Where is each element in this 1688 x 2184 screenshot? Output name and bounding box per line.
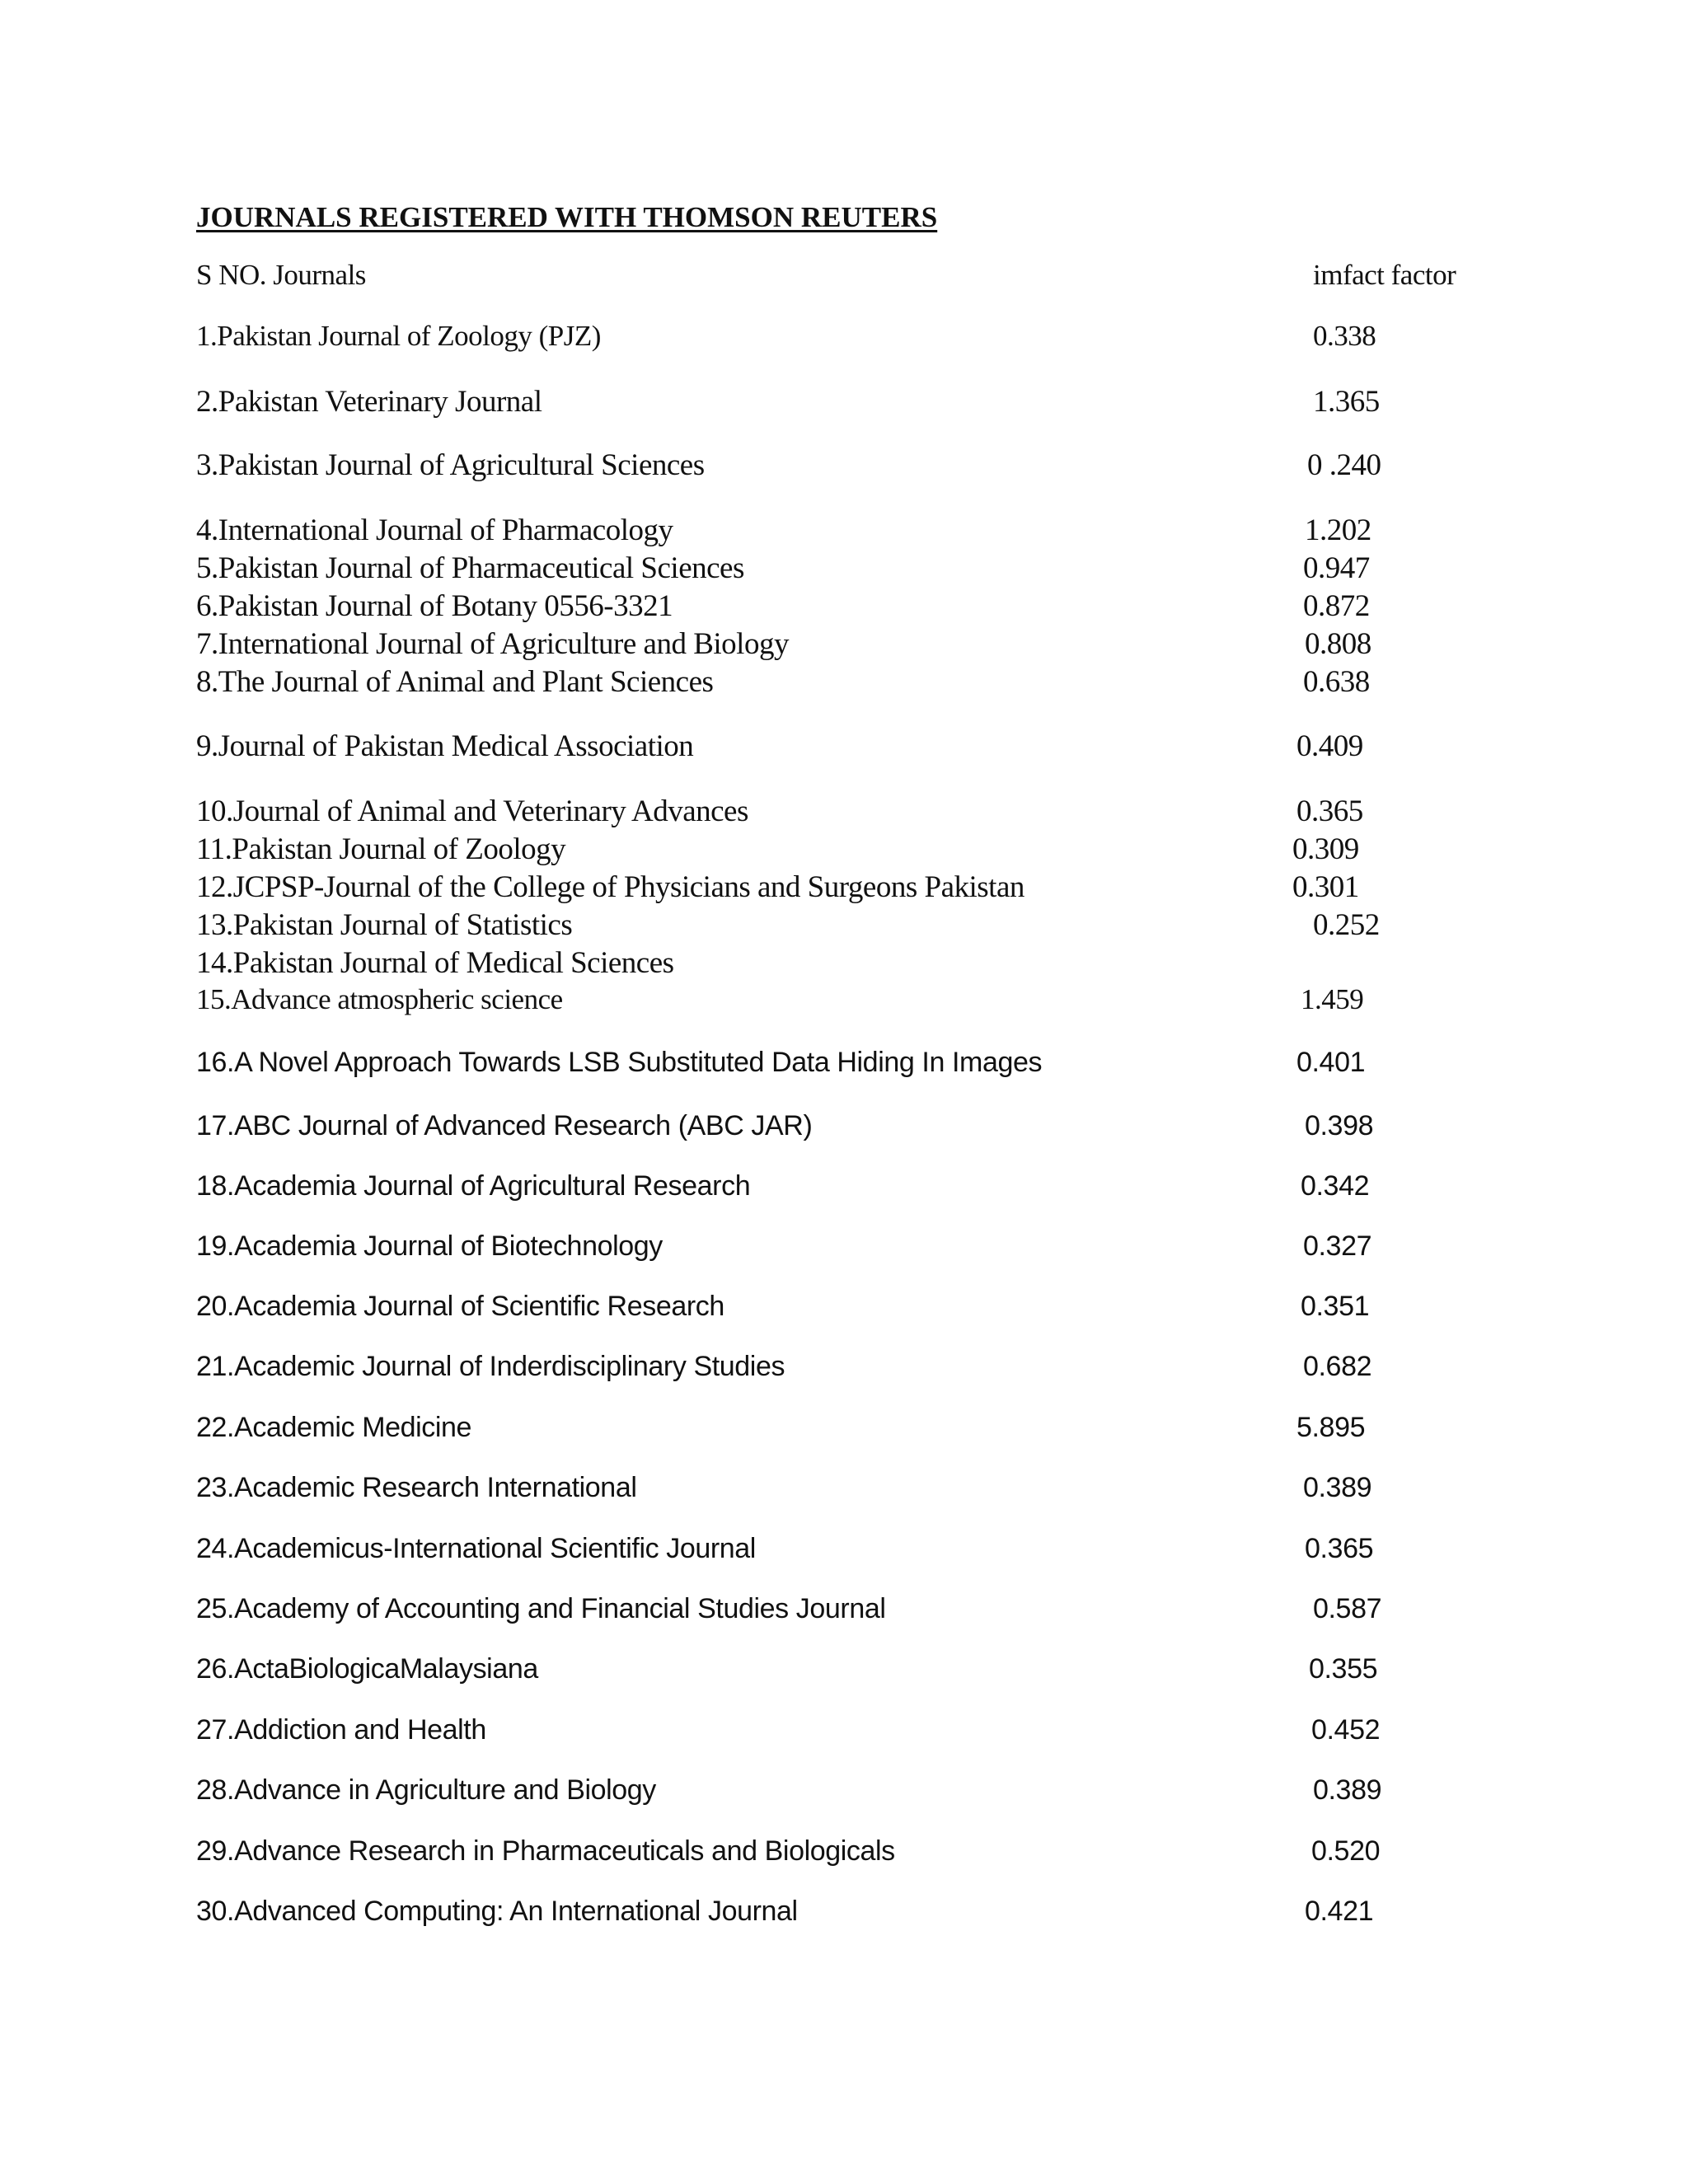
impact-factor-value: 0.338 — [1313, 320, 1376, 352]
table-row — [196, 448, 1531, 485]
table-row — [196, 551, 1531, 588]
impact-factor-value: 0.421 — [1305, 1896, 1374, 1927]
journal-name: 11.Pakistan Journal of Zoology — [196, 832, 566, 866]
journal-name: 16.A Novel Approach Towards LSB Substituted Data Hiding In Images — [196, 1047, 1043, 1078]
table-row — [196, 907, 1531, 945]
impact-factor-value: 0.355 — [1309, 1653, 1378, 1685]
table-row — [196, 945, 1531, 983]
impact-factor-value: 0.301 — [1292, 870, 1359, 904]
impact-factor-value: 1.202 — [1305, 513, 1372, 547]
journal-name: 6.Pakistan Journal of Botany 0556-3321 — [196, 589, 673, 623]
table-row — [196, 832, 1531, 869]
journal-name: 20.Academia Journal of Scientific Research — [196, 1291, 724, 1322]
journal-name: 12.JCPSP-Journal of the College of Physicians and Surgeons Pakistan — [196, 870, 1025, 904]
impact-factor-value: 1.365 — [1313, 385, 1380, 419]
journal-name: 8.The Journal of Animal and Plant Sciences — [196, 665, 714, 699]
journal-name: 4.International Journal of Pharmacology — [196, 513, 673, 547]
journal-name: 19.Academia Journal of Biotechnology — [196, 1230, 663, 1262]
journal-name: 24.Academicus-International Scientific Journal — [196, 1533, 756, 1564]
table-row — [196, 320, 1531, 358]
journal-name: 21.Academic Journal of Inderdisciplinary Studies — [196, 1351, 785, 1382]
table-row — [196, 869, 1531, 907]
table-row — [196, 1351, 1531, 1389]
impact-factor-value: 0.389 — [1313, 1774, 1382, 1806]
journal-name: 10.Journal of Animal and Veterinary Advances — [196, 794, 748, 828]
impact-factor-value: 0.365 — [1305, 1533, 1374, 1564]
table-row — [196, 1472, 1531, 1510]
impact-factor-value: 5.895 — [1296, 1412, 1366, 1443]
table-row — [196, 1291, 1531, 1329]
impact-factor-value: 0.342 — [1301, 1170, 1370, 1202]
impact-factor-value: 1.459 — [1301, 983, 1364, 1015]
journal-name: 25.Academy of Accounting and Financial Studies Journal — [196, 1593, 886, 1624]
journal-name: 2.Pakistan Veterinary Journal — [196, 385, 542, 419]
journal-name: 30.Advanced Computing: An International Journal — [196, 1896, 798, 1927]
impact-factor-value: 0.401 — [1296, 1047, 1366, 1078]
journal-name: 23.Academic Research International — [196, 1472, 637, 1503]
impact-factor-value: 0.252 — [1313, 908, 1380, 942]
table-row — [196, 1714, 1531, 1752]
table-row — [196, 626, 1531, 664]
journal-name: 13.Pakistan Journal of Statistics — [196, 908, 573, 942]
table-row — [196, 729, 1531, 766]
header-impact-factor: imfact factor — [1313, 259, 1456, 291]
impact-factor-value: 0.365 — [1296, 794, 1363, 828]
table-row — [196, 1896, 1531, 1933]
journal-name: 28.Advance in Agriculture and Biology — [196, 1774, 656, 1806]
impact-factor-value: 0.638 — [1303, 665, 1370, 699]
table-row — [196, 1533, 1531, 1571]
journal-name: 15.Advance atmospheric science — [196, 983, 563, 1015]
journal-name: 7.International Journal of Agriculture and Biology — [196, 627, 789, 661]
impact-factor-value: 0.327 — [1303, 1230, 1372, 1262]
table-row — [196, 1110, 1531, 1148]
table-row — [196, 794, 1531, 832]
impact-factor-value: 0.872 — [1303, 589, 1370, 623]
journal-name: 22.Academic Medicine — [196, 1412, 472, 1443]
impact-factor-value: 0.398 — [1305, 1110, 1374, 1141]
journal-name: 9.Journal of Pakistan Medical Association — [196, 729, 694, 763]
table-row — [196, 983, 1531, 1021]
journal-name: 26.ActaBiologicaMalaysiana — [196, 1653, 538, 1685]
journal-name: 18.Academia Journal of Agricultural Research — [196, 1170, 751, 1202]
impact-factor-value: 0.389 — [1303, 1472, 1372, 1503]
header-sno-journals: S NO. Journals — [196, 259, 366, 291]
journal-name: 27.Addiction and Health — [196, 1714, 486, 1746]
impact-factor-value: 0.520 — [1311, 1835, 1381, 1867]
table-row — [196, 588, 1531, 626]
document-title: JOURNALS REGISTERED WITH THOMSON REUTERS — [196, 201, 938, 233]
impact-factor-value: 0.682 — [1303, 1351, 1372, 1382]
table-row — [196, 513, 1531, 551]
journal-name: 1.Pakistan Journal of Zoology (PJZ) — [196, 320, 601, 352]
table-row — [196, 1170, 1531, 1208]
table-header — [196, 259, 1531, 297]
impact-factor-value: 0.309 — [1292, 832, 1359, 866]
impact-factor-value: 0.452 — [1311, 1714, 1381, 1746]
impact-factor-value: 0.351 — [1301, 1291, 1370, 1322]
table-row — [196, 664, 1531, 702]
table-row — [196, 1047, 1531, 1085]
journal-name: 17.ABC Journal of Advanced Research (ABC JAR) — [196, 1110, 813, 1141]
journal-name: 14.Pakistan Journal of Medical Sciences — [196, 946, 674, 980]
journal-name: 3.Pakistan Journal of Agricultural Sciences — [196, 448, 705, 482]
table-row — [196, 1412, 1531, 1450]
table-row — [196, 1835, 1531, 1873]
table-row — [196, 1230, 1531, 1268]
table-row — [196, 384, 1531, 422]
table-row — [196, 1593, 1531, 1631]
impact-factor-value: 0.947 — [1303, 551, 1370, 585]
journal-name: 5.Pakistan Journal of Pharmaceutical Sciences — [196, 551, 744, 585]
impact-factor-value: 0.409 — [1296, 729, 1363, 763]
table-row — [196, 1653, 1531, 1691]
journal-name: 29.Advance Research in Pharmaceuticals and Biologicals — [196, 1835, 895, 1867]
impact-factor-value: 0.808 — [1305, 627, 1372, 661]
impact-factor-value: 0.587 — [1313, 1593, 1382, 1624]
impact-factor-value: 0 .240 — [1307, 448, 1381, 482]
table-row — [196, 1774, 1531, 1812]
